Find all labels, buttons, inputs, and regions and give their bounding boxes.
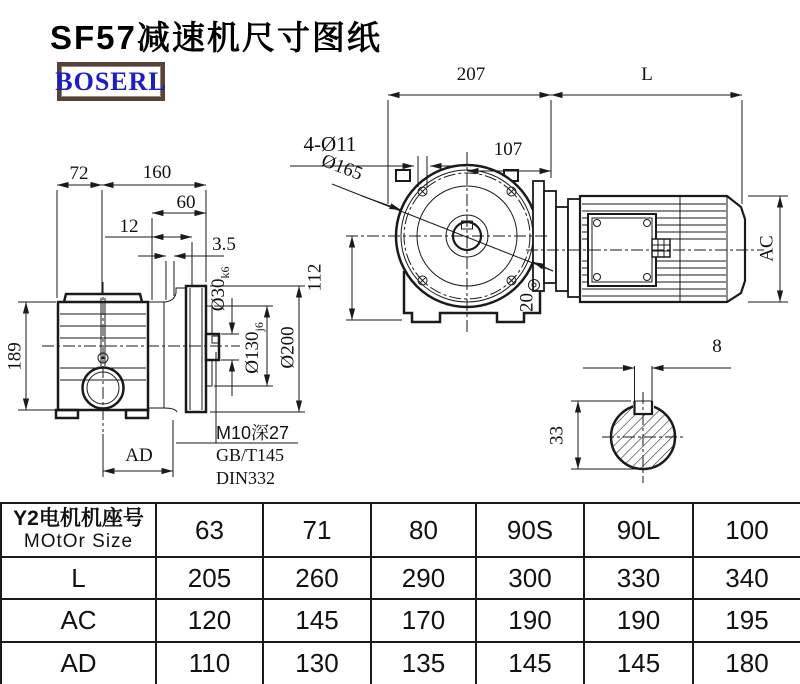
dim-spigot-dia: $Ø130_{j6}$ [242,322,266,374]
dim-12: 12 [119,216,139,237]
dim-33: 33 [546,426,568,445]
cell: 290 [371,557,476,599]
table-row [1,642,800,684]
cell: 145 [584,642,693,684]
cell: 130 [263,642,371,684]
header-cn: Y2电机机座号 [13,507,144,530]
dim-AC: AC [756,235,778,262]
tap-note: M10深27 [216,423,290,443]
tap-std-din: DIN332 [216,468,275,488]
brand-logo-text: BOSERL [55,66,167,96]
dim-bolt-circle: Ø165 [318,150,366,185]
cell: 190 [476,599,584,642]
dim-60: 60 [176,192,196,213]
dim-AD: AD [125,445,153,466]
row-label-AC: AC [1,599,156,642]
cell: 110 [156,642,263,684]
table-row [1,557,800,599]
cell: 145 [263,599,371,642]
table-header-cell [1,503,156,557]
cell: 120 [156,599,263,642]
shaft-section-geometry [571,366,731,483]
table-row [1,599,800,642]
motor-size-table [0,502,800,684]
dim-207: 207 [456,64,486,85]
dim-189: 189 [4,342,26,371]
dim-flange-dia: Ø200 [277,326,299,369]
col-80: 80 [371,503,476,557]
col-63: 63 [156,503,263,557]
dim-107: 107 [493,139,523,160]
front-view-geometry [290,95,788,332]
dim-shaft-dia: $Ø30_{k6}$ [208,266,232,312]
dim-112: 112 [304,263,326,292]
dim-L: L [641,64,653,85]
dim-3-5: 3.5 [212,234,236,255]
cell: 135 [371,642,476,684]
cell: 205 [156,557,263,599]
cell: 300 [476,557,584,599]
sheet-title: SF57减速机尺寸图纸 [50,19,382,56]
cell: 330 [584,557,693,599]
dim-72: 72 [69,163,89,184]
dim-20: 20 [516,293,538,312]
tap-std-gb: GB/T145 [216,445,285,465]
col-90S: 90S [476,503,584,557]
col-71: 71 [263,503,371,557]
cell: 180 [693,642,800,684]
cell: 145 [476,642,584,684]
cell: 170 [371,599,476,642]
dim-160: 160 [142,162,172,183]
brand-logo [57,62,165,101]
cell: 260 [263,557,371,599]
dim-8: 8 [712,336,722,357]
row-label-L: L [1,557,156,599]
table-header-row [1,503,800,557]
cell: 195 [693,599,800,642]
col-90L: 90L [584,503,693,557]
header-en: MOtOr Size [23,531,134,553]
col-100: 100 [693,503,800,557]
cell: 190 [584,599,693,642]
row-label-AD: AD [1,642,156,684]
dim-bolt-holes: 4-Ø11 [303,132,357,156]
cell: 340 [693,557,800,599]
